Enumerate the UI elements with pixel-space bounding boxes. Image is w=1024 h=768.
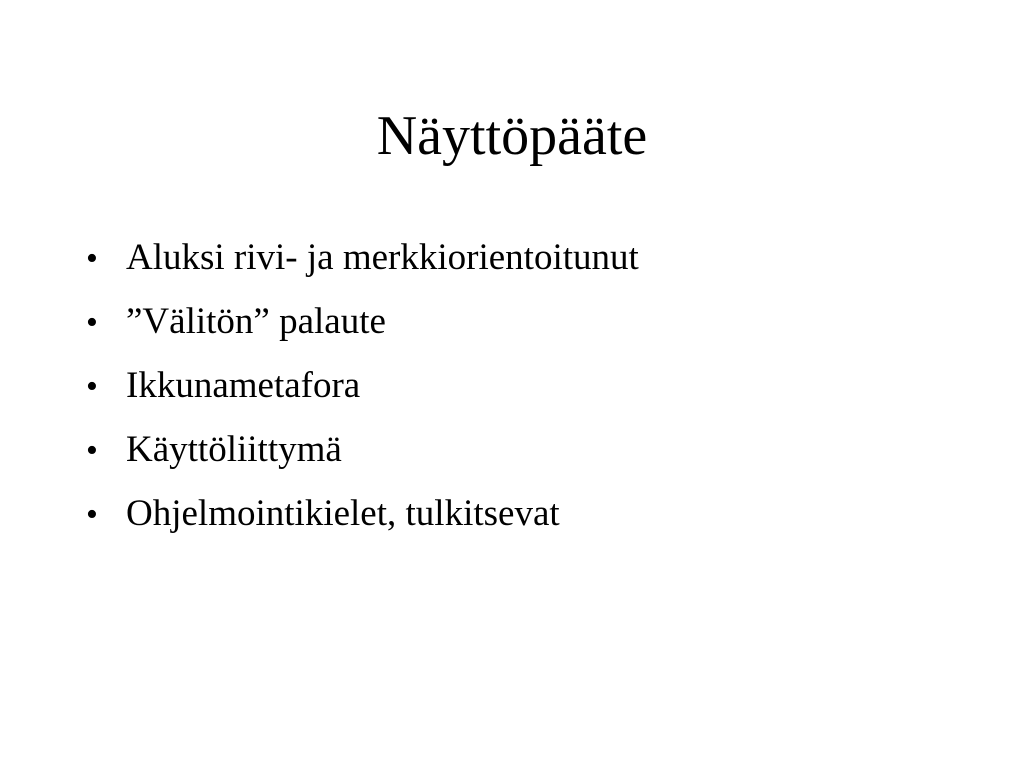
bullet-icon: • xyxy=(86,496,98,533)
list-item xyxy=(86,425,639,489)
bullet-text: ”Välitön” palaute xyxy=(126,301,386,342)
bullet-text: Ikkunametafora xyxy=(126,365,361,406)
bullet-text: Aluksi rivi- ja merkkiorientoitunut xyxy=(126,237,639,278)
list-item xyxy=(86,361,639,425)
bullet-icon: • xyxy=(86,304,98,341)
bullet-icon: • xyxy=(86,432,98,469)
bullet-icon: • xyxy=(86,368,98,405)
bullet-list xyxy=(86,233,639,553)
slide-title: Näyttöpääte xyxy=(376,105,648,167)
list-item xyxy=(86,297,639,361)
bullet-text: Käyttöliittymä xyxy=(126,429,342,470)
list-item xyxy=(86,489,639,553)
bullet-icon: • xyxy=(86,240,98,277)
bullet-text: Ohjelmointikielet, tulkitsevat xyxy=(126,493,560,534)
list-item xyxy=(86,233,639,297)
